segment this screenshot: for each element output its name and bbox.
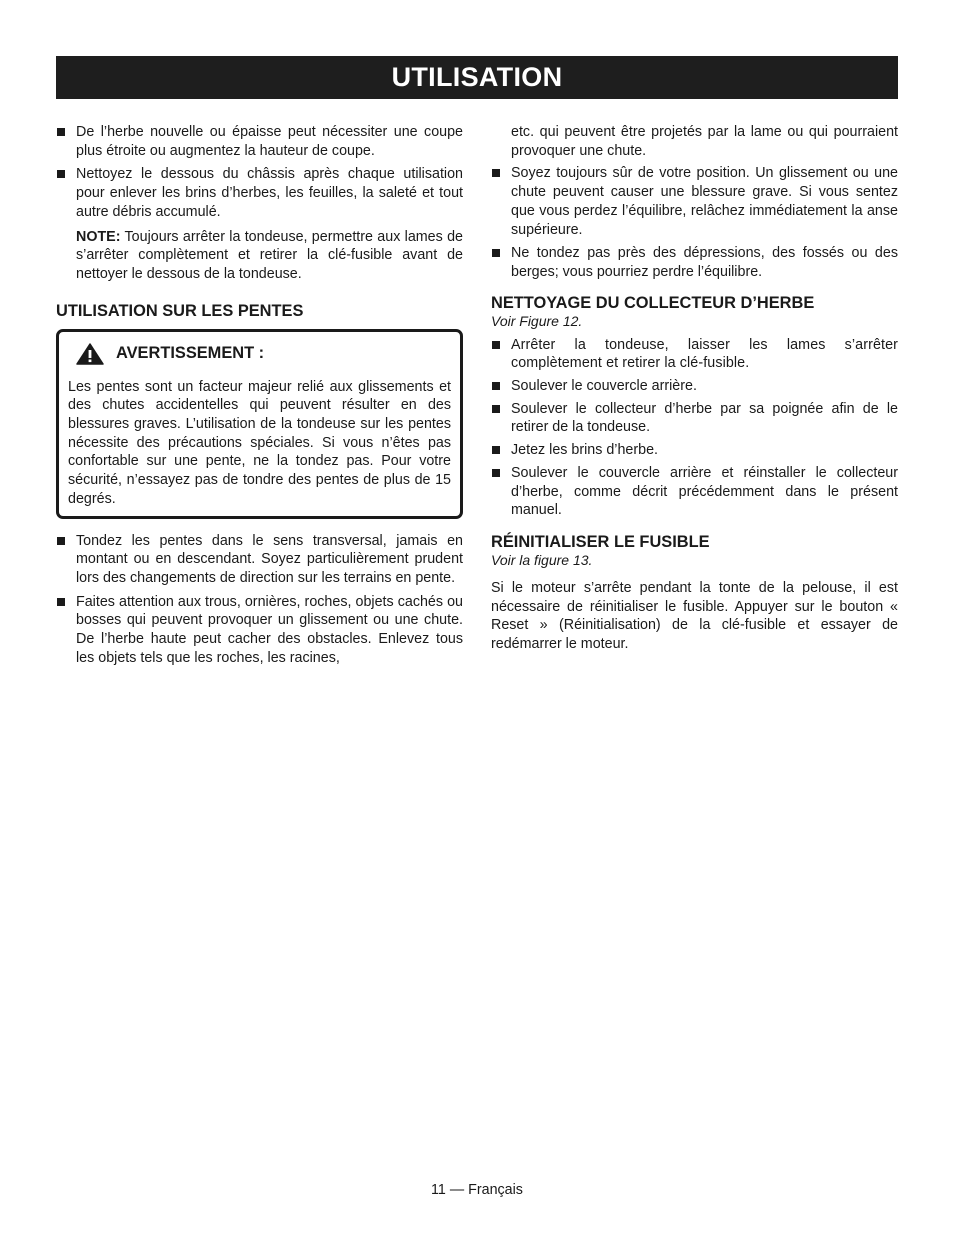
figure-reference: Voir la figure 13. [491,551,593,568]
list-item: Ne tondez pas près des dépressions, des fossés ou des berges; vous pourriez perdre l’équilibre. [491,244,898,281]
continuation-text: etc. qui peuvent être projetés par la lame ou qui pourraient provoquer une chute. [511,124,898,159]
section-heading-collector: NETTOYAGE DU COLLECTEUR D’HERBE [491,293,815,312]
list-item: Nettoyez le dessous du châssis après chaque utilisation pour enlever les brins d’herbes, les feuilles, la saleté et tout autre débris accumulé. [56,165,463,221]
figure-reference: Voir Figure 12. [491,312,583,329]
list-item: Soulever le collecteur d’herbe par sa poignée afin de le retirer de la tondeuse. [491,400,898,437]
warning-box [56,329,463,519]
list-item: De l’herbe nouvelle ou épaisse peut nécessiter une coupe plus étroite ou augmentez la hauteur de coupe. [56,123,463,160]
right-column [491,123,898,654]
list-item: Faites attention aux trous, ornières, roches, objets cachés ou bosses qui peuvent provoquer un glissement ou une chute. De l’herbe haute peut cacher des obstacles. Enlevez tous les objets tels que les roches, les racines, [56,593,463,668]
note-label: NOTE: [76,228,121,245]
fuse-paragraph: Si le moteur s’arrête pendant la tonte de la pelouse, il est nécessaire de réinitialiser le fusible. Appuyer sur le bouton « Reset » (Réinitialisation) de la clé-fusible et essayer de redémarrer le moteur. [491,579,898,653]
section-heading-slopes: UTILISATION SUR LES PENTES [56,301,304,320]
list-item: Soulever le couvercle arrière et réinstaller le collecteur d’herbe, comme décrit précédemment dans le présent manuel. [491,464,898,520]
list-item: Soyez toujours sûr de votre position. Un glissement ou une chute peuvent causer une blessure grave. Si vous sentez que vous perdez l’équilibre, relâchez immédiatement la anse supérieure. [491,164,898,239]
page-title-bar [56,56,898,99]
warning-triangle-icon [68,343,116,365]
section-heading-fuse: RÉINITIALISER LE FUSIBLE [491,532,710,551]
left-column [56,123,463,667]
note-text: Toujours arrêter la tondeuse, permettre aux lames de s’arrêter complètement et retirer la clé-fusible avant de nettoyer le dessous de la tondeuse. [76,228,463,282]
list-item: Soulever le couvercle arrière. [491,377,898,396]
warning-text: Les pentes sont un facteur majeur relié aux glissements et des chutes accidentelles qui peuvent résulter en des blessures graves. L’utilisation de la tondeuse sur les pentes nécessite des précautions spéciales. Si vous n’êtes pas confortable sur une pente, ne la tondez pas. Pour votre sécurité, n’essayez pas de tondre des pentes de plus de 15 degrés. [68,378,451,507]
note-paragraph [56,228,463,284]
page-title: UTILISATION [391,62,563,92]
list-item: Tondez les pentes dans le sens transversal, jamais en montant ou en descendant. Soyez particulièrement prudent lors des changements de direction sur les terrains en pente. [56,532,463,588]
list-item: Arrêter la tondeuse, laisser les lames s’arrêter complètement et retirer la clé-fusible. [491,336,898,373]
list-item: Jetez les brins d’herbe. [491,441,898,460]
warning-header [68,343,451,365]
warning-title: AVERTISSEMENT : [116,344,265,363]
page-number: 11 — Français [431,1182,523,1198]
